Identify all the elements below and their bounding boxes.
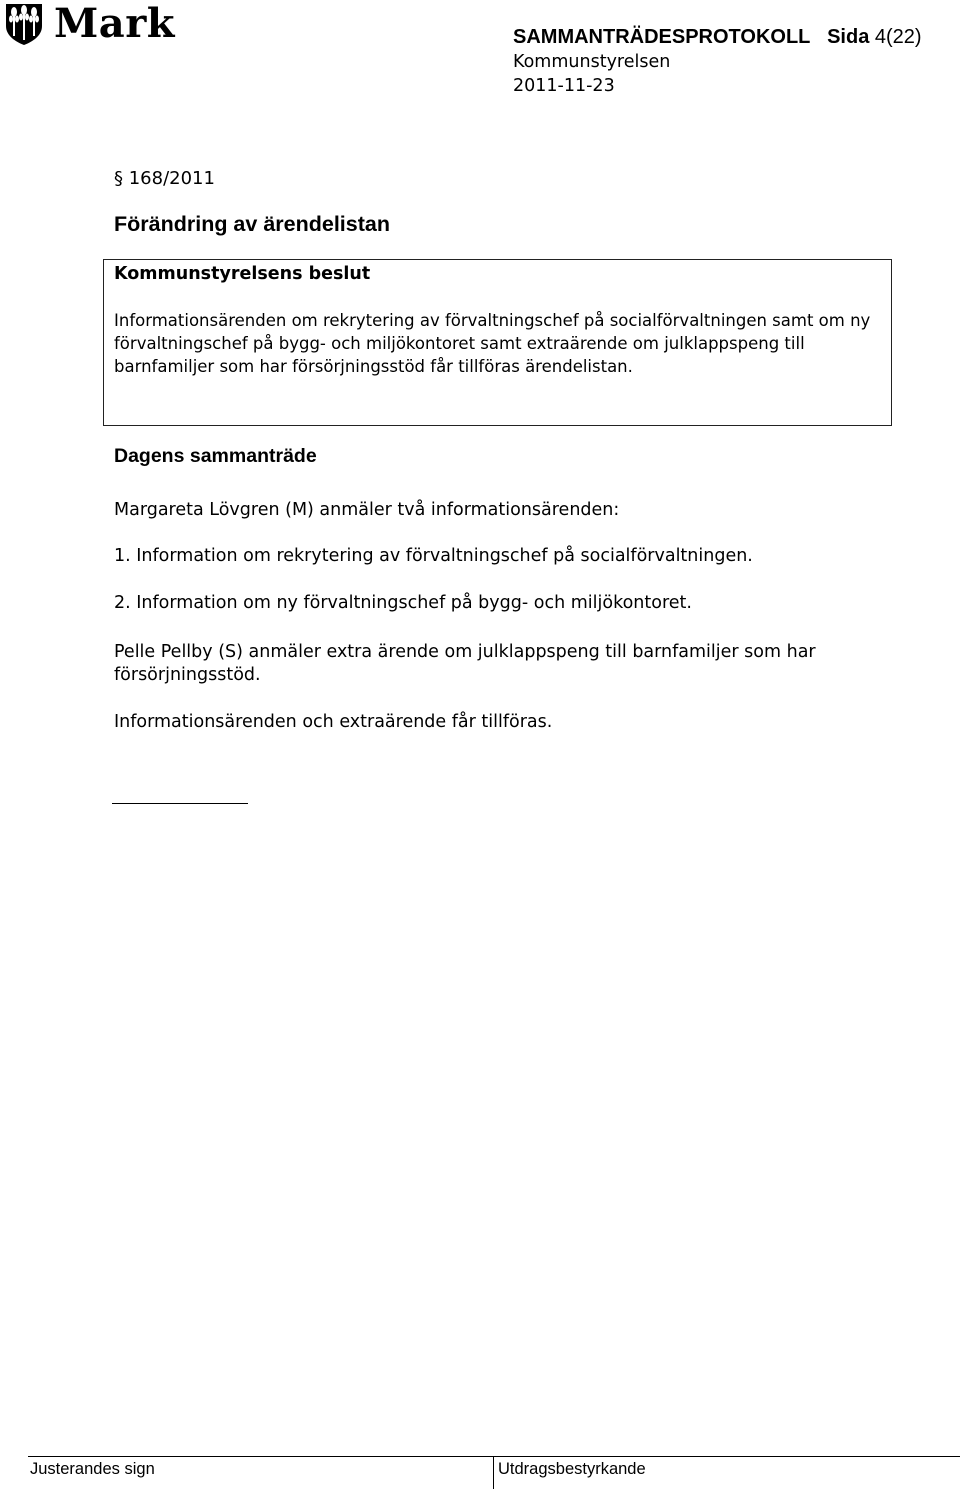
- meeting-heading: Dagens sammanträde: [114, 445, 317, 467]
- document-header-title: [513, 24, 922, 50]
- page-number: 4(22): [874, 26, 922, 48]
- meeting-intro: Margareta Lövgren (M) anmäler två informationsärenden:: [114, 500, 620, 520]
- meeting-extra-item: Pelle Pellby (S) anmäler extra ärende om julklappspeng till barnfamiljer som har försörjningsstöd.: [114, 642, 816, 685]
- footer-divider: [493, 1456, 494, 1489]
- meeting-list-item: 2. Information om ny förvaltningschef på bygg- och miljökontoret.: [114, 593, 692, 613]
- section-end-rule: [112, 803, 248, 804]
- decision-heading: Kommunstyrelsens beslut: [114, 264, 371, 284]
- page-label: Sida: [827, 26, 870, 48]
- coat-of-arms-icon: [4, 2, 44, 46]
- document-body: Kommunstyrelsen: [513, 52, 671, 72]
- item-title: Förändring av ärendelistan: [114, 212, 390, 236]
- meeting-list-item: 1. Information om rekrytering av förvaltningschef på socialförvaltningen.: [114, 546, 753, 566]
- logo-wordmark: Mark: [54, 0, 175, 47]
- municipality-logo: [4, 2, 175, 46]
- document-type: SAMMANTRÄDESPROTOKOLL: [513, 26, 811, 48]
- document-date: 2011-11-23: [513, 76, 615, 96]
- decision-text: Informationsärenden om rekrytering av förvaltningschef på socialförvaltningen samt om ny förvaltningschef på bygg- och miljökontoret samt extraärende om julklappspeng till barnfamiljer som har försörjningsstöd får tillföras ärendelistan.: [114, 311, 871, 376]
- meeting-conclusion: Informationsärenden och extraärende får tillföras.: [114, 712, 553, 732]
- footer-signature-label: Justerandes sign: [30, 1460, 155, 1478]
- footer-rule: [28, 1456, 960, 1457]
- paragraph-number: § 168/2011: [114, 168, 215, 189]
- footer-certification-label: Utdragsbestyrkande: [498, 1460, 646, 1478]
